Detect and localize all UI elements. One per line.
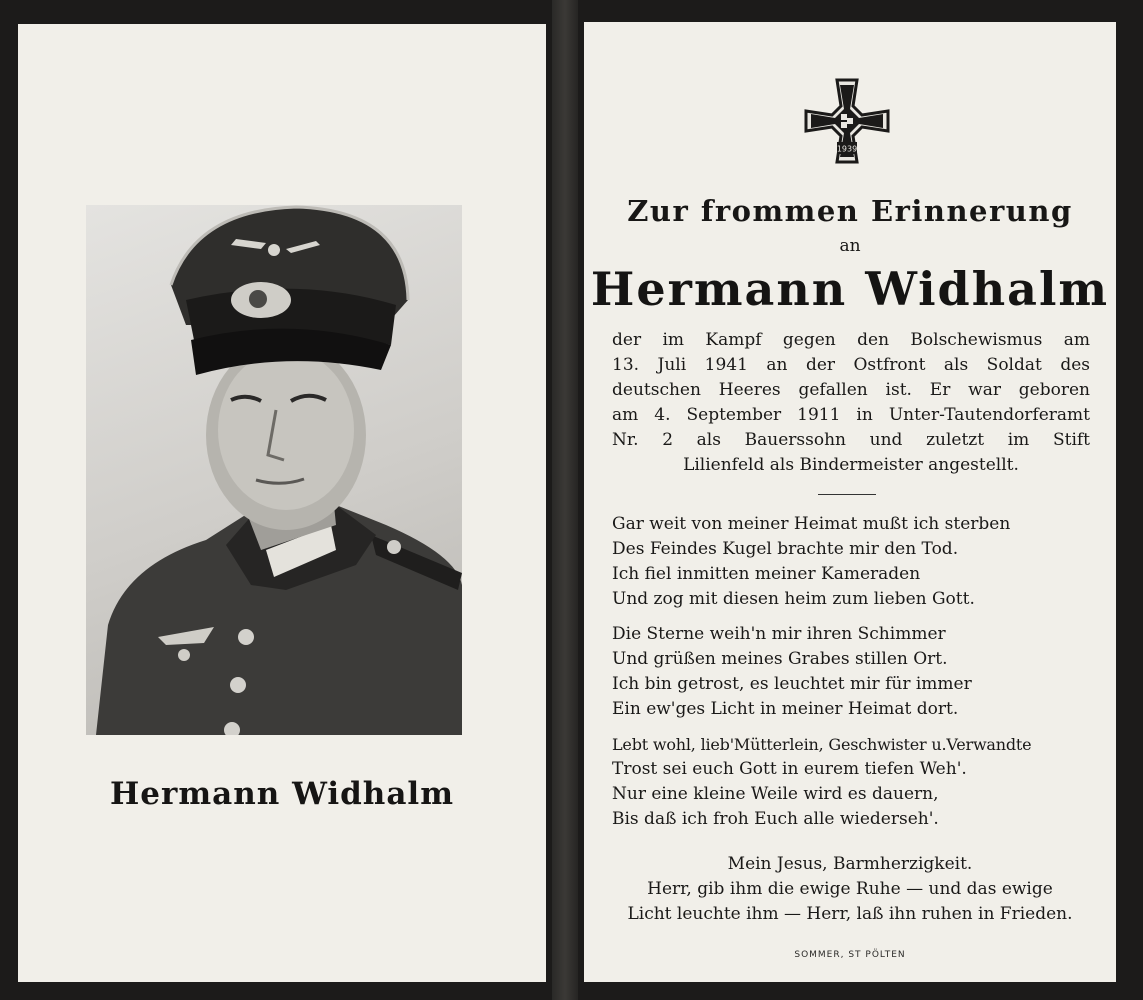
card-fold [552,0,578,1000]
poem-line: Gar weit von meiner Heimat mußt ich sterben [612,514,1011,534]
printer-imprint: SOMMER, ST PÖLTEN [794,950,906,960]
poem-line: Nur eine kleine Weile wird es dauern, [612,784,939,804]
divider [818,494,876,495]
heading-connector: an [839,236,861,256]
bio-line: 13. Juli 1941 an der Ostfront als Soldat des [612,355,1090,375]
poem-stanza [612,512,1102,612]
poem-line: Die Sterne weih'n mir ihren Schimmer [612,624,946,644]
poem-stanza [612,732,1102,832]
prayer-line: Mein Jesus, Barmherzigkeit. [727,854,973,874]
poem-line: Lebt wohl, lieb'Mütterlein, Geschwister u.Verwandte [612,735,1032,754]
cross-year: 1939 [836,144,858,154]
soldier-portrait [86,205,462,735]
prayer-line: Herr, gib ihm die ewige Ruhe — und das ewige [647,879,1053,899]
bio-line: am 4. September 1911 in Unter-Tautendorferamt [612,405,1090,425]
portrait-photo [86,205,462,735]
biography [612,328,1090,478]
bio-line: deutschen Heeres gefallen ist. Er war geboren [612,380,1090,400]
portrait-caption: Hermann Widhalm [109,776,455,812]
bio-line: Nr. 2 als Bauerssohn und zuletzt im Stift [612,430,1090,450]
iron-cross-icon [804,78,890,164]
right-panel [584,22,1116,982]
poem-line: Bis daß ich froh Euch alle wiederseh'. [612,809,939,829]
poem-line: Des Feindes Kugel brachte mir den Tod. [612,539,959,559]
poem-line: Und grüßen meines Grabes stillen Ort. [612,649,948,669]
deceased-name: Hermann Widhalm [590,262,1110,316]
poem-stanza [612,622,1102,722]
poem [612,512,1102,842]
bio-line: der im Kampf gegen den Bolschewismus am [612,330,1090,350]
poem-line: Ein ew'ges Licht in meiner Heimat dort. [612,699,959,719]
poem-line: Und zog mit diesen heim zum lieben Gott. [612,589,975,609]
bio-line: Lilienfeld als Bindermeister angestellt. [683,455,1019,475]
prayer [604,852,1096,927]
poem-line: Ich bin getrost, es leuchtet mir für immer [612,674,972,694]
prayer-line: Licht leuchte ihm — Herr, laß ihn ruhen in Frieden. [627,904,1073,924]
left-panel [18,24,546,982]
poem-line: Ich fiel inmitten meiner Kameraden [612,564,921,584]
poem-line: Trost sei euch Gott in eurem tiefen Weh'. [612,759,967,779]
card-heading: Zur frommen Erinnerung [627,194,1073,228]
